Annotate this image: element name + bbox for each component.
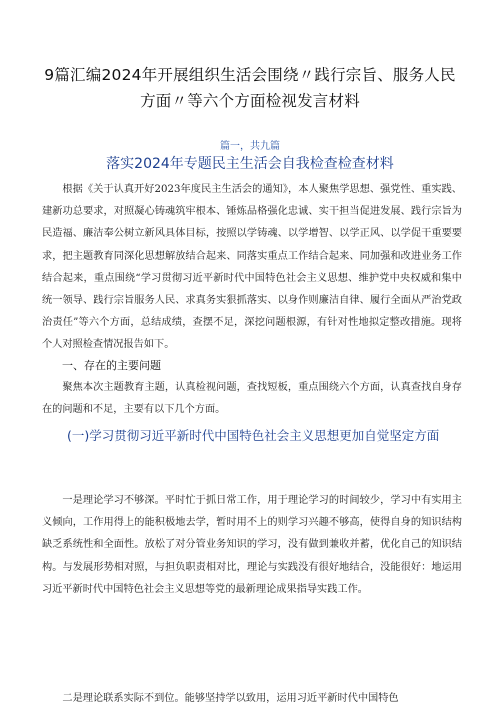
section-heading: 一、存在的主要问题 <box>62 359 161 372</box>
document-title: 9篇汇编2024年开展组织生活会围绕〃践行宗旨、服务人民方面〃等六个方面检视发言材料 <box>44 66 456 110</box>
theory-paragraph: 一是理论学习不够深。平时忙于抓日常工作，用于理论学习的时间较少，学习中有实用主义倾向，工作用得上的能积极地去学，暂时用不上的则学习兴趣不够高，使得自身的知识结构缺乏系统性和全面性。放松了对分管业务知识的学习，没有做到兼收并蓄，优化自己的知识结构。与发展形势相对照，与担负职责相对比，理论与实践没有很好地结合，没能很好：地运用习近平新时代中国特色社会主义思想等党的最新理论成果指导实践工作。 <box>42 495 462 595</box>
practice-paragraph: 二是理论联系实际不到位。能够坚持学以致用，运用习近平新时代中国特色 <box>62 693 399 704</box>
focus-paragraph: 聚焦本次主题教育主题，认真检视问题，查找短板，重点围绕六个方面，认真查找自身存在的问题和不足，主要有以下几个方面。 <box>42 382 462 416</box>
part-marker: 篇一，共九篇 <box>220 141 280 152</box>
subheading-study: (一)学习贯彻习近平新时代中国特色社会主义思想更加自觉坚定方面 <box>67 428 440 443</box>
article-title: 落实2024年专题民主生活会自我检查检查材料 <box>106 156 394 172</box>
intro-paragraph: 根据《关于认真开好2023年度民主生活会的通知》，本人聚焦学思想、强党性、重实践、建新功总要求，对照凝心铸魂筑牢根本、锤炼品格强化忠诚、实干担当促进发展、践行宗旨为民造福、廉洁奉公树立新风具体目标，按照以学铸魂、以学增智、以学正风、以学促干重要要求，把主题教育同深化思想解放结合起来、同落实重点工作结合起来、同加强和改进业务工作结合起来，重点围绕“学习贯彻习近平新时代中国特色社会主义思想、维护党中央权威和集中统一领导、践行宗旨服务人民、求真务实狠抓落实、以身作则廉洁自律、履行全面从严治党政治责任”等六个方面，总结成绩，查摆不足，深挖问题根源，有针对性地拟定整改措施。现将个人对照检查情况报告如下。 <box>42 184 462 351</box>
